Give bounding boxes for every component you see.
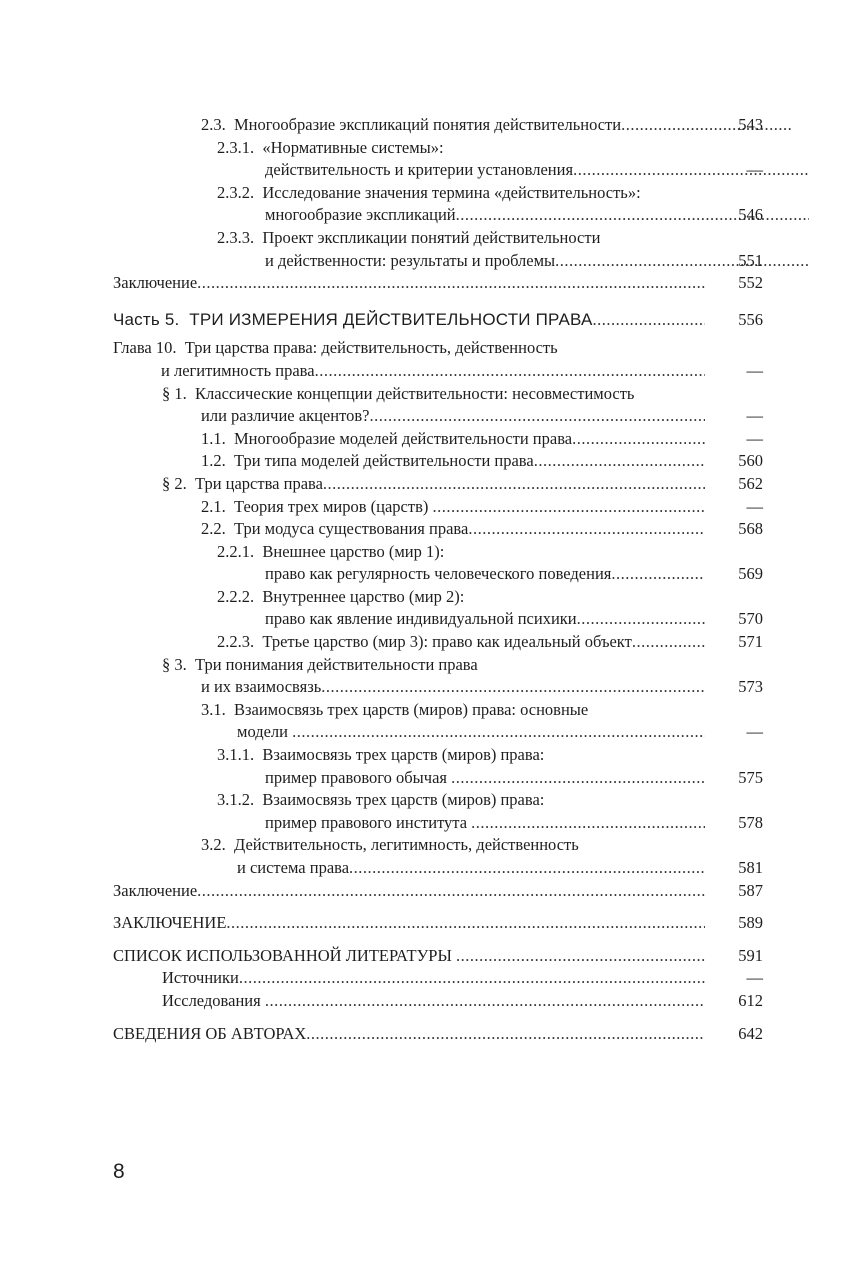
toc-entry-title-cont: пример правового обычая — [265, 767, 447, 787]
toc-entry-title-cont: или различие акцентов? — [201, 406, 370, 426]
toc-entry-number: 2.3.1. — [217, 137, 255, 157]
toc-entry-title-cont: и их взаимосвязь — [201, 677, 322, 697]
toc-entry-title: Проект экспликации понятий действительности — [262, 227, 601, 247]
toc-entry-title-cont: и система права — [237, 858, 350, 877]
toc-entry — [113, 834, 763, 879]
toc-entry-title-cont: право как регулярность человеческого поведения — [265, 564, 612, 584]
toc-page-number: 552 — [738, 273, 763, 293]
toc-page-number: — — [746, 360, 763, 380]
toc-entry-title: Многообразие моделей действительности права — [234, 428, 573, 448]
toc-page-number: — — [746, 968, 763, 988]
toc-entry-number: Часть 5. — [113, 309, 180, 329]
toc-entry-number: 2.3.3. — [217, 227, 255, 247]
toc-entry-title: Исследование значения термина «действительность»: — [262, 182, 641, 202]
toc-entry-number: 2.3. — [201, 115, 226, 134]
toc-entry-number: 2.3.2. — [217, 182, 255, 202]
toc-entry-number: 2.2.2. — [217, 586, 255, 606]
toc-entry-title: Заключение — [113, 273, 198, 293]
dot-leader — [632, 631, 705, 654]
dot-leader — [611, 563, 705, 586]
toc-entry — [113, 137, 763, 182]
toc-entry-title: Три типа моделей действительности права — [234, 451, 534, 471]
toc-entry-number: § 1. — [162, 383, 187, 403]
toc-entry-number: 3.2. — [201, 835, 226, 855]
toc-entry-title: Внутреннее царство (мир 2): — [262, 586, 465, 606]
toc-entry-title-cont: действительность и критерии установления — [265, 160, 574, 180]
dot-leader — [292, 721, 705, 744]
toc-page-number: 562 — [738, 473, 763, 493]
dot-leader — [369, 405, 705, 428]
dot-leader — [433, 496, 706, 519]
toc-entry — [113, 744, 763, 789]
toc-page-number: 575 — [738, 767, 763, 787]
toc-page-number: 571 — [738, 632, 763, 652]
toc-entry — [113, 586, 763, 631]
toc-entry — [113, 450, 763, 473]
toc-entry — [113, 631, 763, 654]
toc-entry-number: 3.1. — [201, 699, 226, 719]
dot-leader — [265, 990, 705, 1013]
table-of-contents — [113, 114, 763, 1045]
toc-part-entry — [113, 309, 763, 332]
toc-page-number: 589 — [738, 913, 763, 933]
toc-page-number: 543 — [738, 115, 763, 134]
toc-page-number: 546 — [738, 205, 763, 225]
toc-entry-title: СПИСОК ИСПОЛЬЗОВАННОЙ ЛИТЕРАТУРЫ — [113, 945, 452, 965]
dot-leader — [323, 473, 705, 496]
toc-entry-title: ТРИ ИЗМЕРЕНИЯ ДЕЙСТВИТЕЛЬНОСТИ ПРАВА — [189, 309, 593, 329]
toc-entry — [113, 227, 763, 272]
dot-leader — [456, 945, 705, 968]
toc-entry-title: Внешнее царство (мир 1): — [262, 541, 445, 561]
dot-leader — [306, 1023, 705, 1046]
toc-entry — [113, 383, 763, 428]
toc-page-number: 578 — [738, 812, 763, 832]
toc-entry — [113, 496, 763, 519]
toc-entry-title-cont: и действенности: результаты и проблемы — [265, 250, 556, 270]
toc-entry-title: Три царства права: действительность, действенность — [184, 338, 558, 358]
dot-leader — [572, 428, 705, 451]
toc-entry-title: Действительность, легитимность, действенность — [234, 835, 579, 855]
toc-page-number: — — [746, 160, 763, 180]
toc-entry-number: 2.2. — [201, 519, 226, 539]
dot-leader — [593, 309, 706, 332]
toc-page-number: — — [746, 496, 763, 516]
toc-page-number: — — [746, 406, 763, 426]
toc-entry-title: СВЕДЕНИЯ ОБ АВТОРАХ — [113, 1023, 307, 1043]
dot-leader — [468, 518, 705, 541]
toc-entry-title: Заключение — [113, 880, 198, 900]
toc-entry — [113, 541, 763, 586]
toc-entry — [113, 699, 763, 744]
toc-entry-title: Взаимосвязь трех царств (миров) права: — [262, 790, 545, 810]
dot-leader — [197, 880, 705, 903]
toc-page-number: 568 — [738, 519, 763, 539]
toc-entry-title: Три модуса существования права — [234, 519, 469, 539]
toc-page-number: 560 — [738, 451, 763, 471]
toc-entry-number: Глава 10. — [113, 338, 177, 358]
page-number: 8 — [113, 1160, 125, 1183]
toc-entry — [113, 789, 763, 834]
toc-page-number: 573 — [738, 677, 763, 697]
toc-entry-number: § 2. — [162, 473, 187, 493]
toc-entry — [113, 912, 763, 935]
toc-entry-title-cont: право как явление индивидуальной психики — [265, 609, 577, 629]
toc-entry-title-cont: пример правового института — [265, 812, 468, 832]
toc-entry-title: Исследования — [162, 990, 261, 1010]
toc-page-number: 591 — [738, 945, 763, 965]
dot-leader — [573, 159, 809, 182]
toc-entry-title: Многообразие экспликаций понятия действительности — [234, 115, 622, 134]
toc-entry-title-cont: модели — [237, 722, 288, 742]
toc-entry-title: Источники — [162, 968, 239, 988]
toc-entry-number: 2.2.1. — [217, 541, 255, 561]
toc-entry-title: Третье царство (мир 3): право как идеальный объект — [262, 632, 632, 652]
toc-page-number: 612 — [738, 990, 763, 1010]
dot-leader — [555, 250, 809, 273]
dot-leader — [471, 812, 705, 835]
toc-entry-number: 3.1.2. — [217, 790, 255, 810]
toc-entry-number: § 3. — [162, 654, 187, 674]
toc-entry-title: «Нормативные системы»: — [262, 137, 444, 157]
toc-page-number: 569 — [738, 564, 763, 584]
toc-page-number: 581 — [738, 858, 763, 877]
toc-entry — [113, 1023, 763, 1046]
toc-entry — [113, 473, 763, 496]
toc-page-number: 570 — [738, 609, 763, 629]
toc-page-number: 587 — [738, 880, 763, 900]
toc-entry — [113, 114, 763, 137]
toc-entry — [113, 428, 763, 451]
dot-leader — [349, 857, 705, 880]
toc-entry-number: 1.2. — [201, 451, 226, 471]
toc-entry — [113, 945, 763, 968]
toc-entry — [113, 880, 763, 903]
toc-entry-number: 2.2.3. — [217, 632, 255, 652]
toc-entry-title: Теория трех миров (царств) — [234, 496, 429, 516]
toc-entry — [113, 990, 763, 1013]
toc-page-number: 556 — [738, 309, 763, 329]
toc-entry-title: Взаимосвязь трех царств (миров) права: — [262, 745, 545, 765]
toc-entry-title-cont: и легитимность права — [161, 360, 315, 380]
dot-leader — [315, 360, 705, 383]
toc-entry-number: 1.1. — [201, 428, 226, 448]
dot-leader — [226, 912, 705, 935]
dot-leader — [534, 450, 705, 473]
toc-chapter-entry — [113, 337, 763, 382]
toc-entry — [113, 654, 763, 699]
toc-entry-title: Три царства права — [195, 473, 323, 493]
dot-leader — [239, 967, 705, 990]
toc-page-number: — — [746, 428, 763, 448]
dot-leader — [321, 676, 705, 699]
toc-entry — [113, 272, 763, 295]
toc-page-number: 551 — [738, 250, 763, 270]
toc-entry-number: 3.1.1. — [217, 745, 255, 765]
toc-page-number: 642 — [738, 1023, 763, 1043]
toc-entry — [113, 518, 763, 541]
toc-entry — [113, 967, 763, 990]
toc-entry-title-cont: многообразие экспликаций — [265, 205, 456, 225]
dot-leader — [577, 608, 705, 631]
dot-leader — [451, 767, 705, 790]
toc-entry-title: ЗАКЛЮЧЕНИЕ — [113, 913, 227, 933]
toc-entry — [113, 182, 763, 227]
toc-entry-title: Три понимания действительности права — [195, 654, 478, 674]
toc-entry-title: Классические концепции действительности: несовместимость — [195, 383, 635, 403]
toc-entry-number: 2.1. — [201, 496, 226, 516]
toc-page-number: — — [746, 722, 763, 742]
dot-leader — [197, 272, 705, 295]
toc-entry-title: Взаимосвязь трех царств (миров) права: основные — [234, 699, 589, 719]
